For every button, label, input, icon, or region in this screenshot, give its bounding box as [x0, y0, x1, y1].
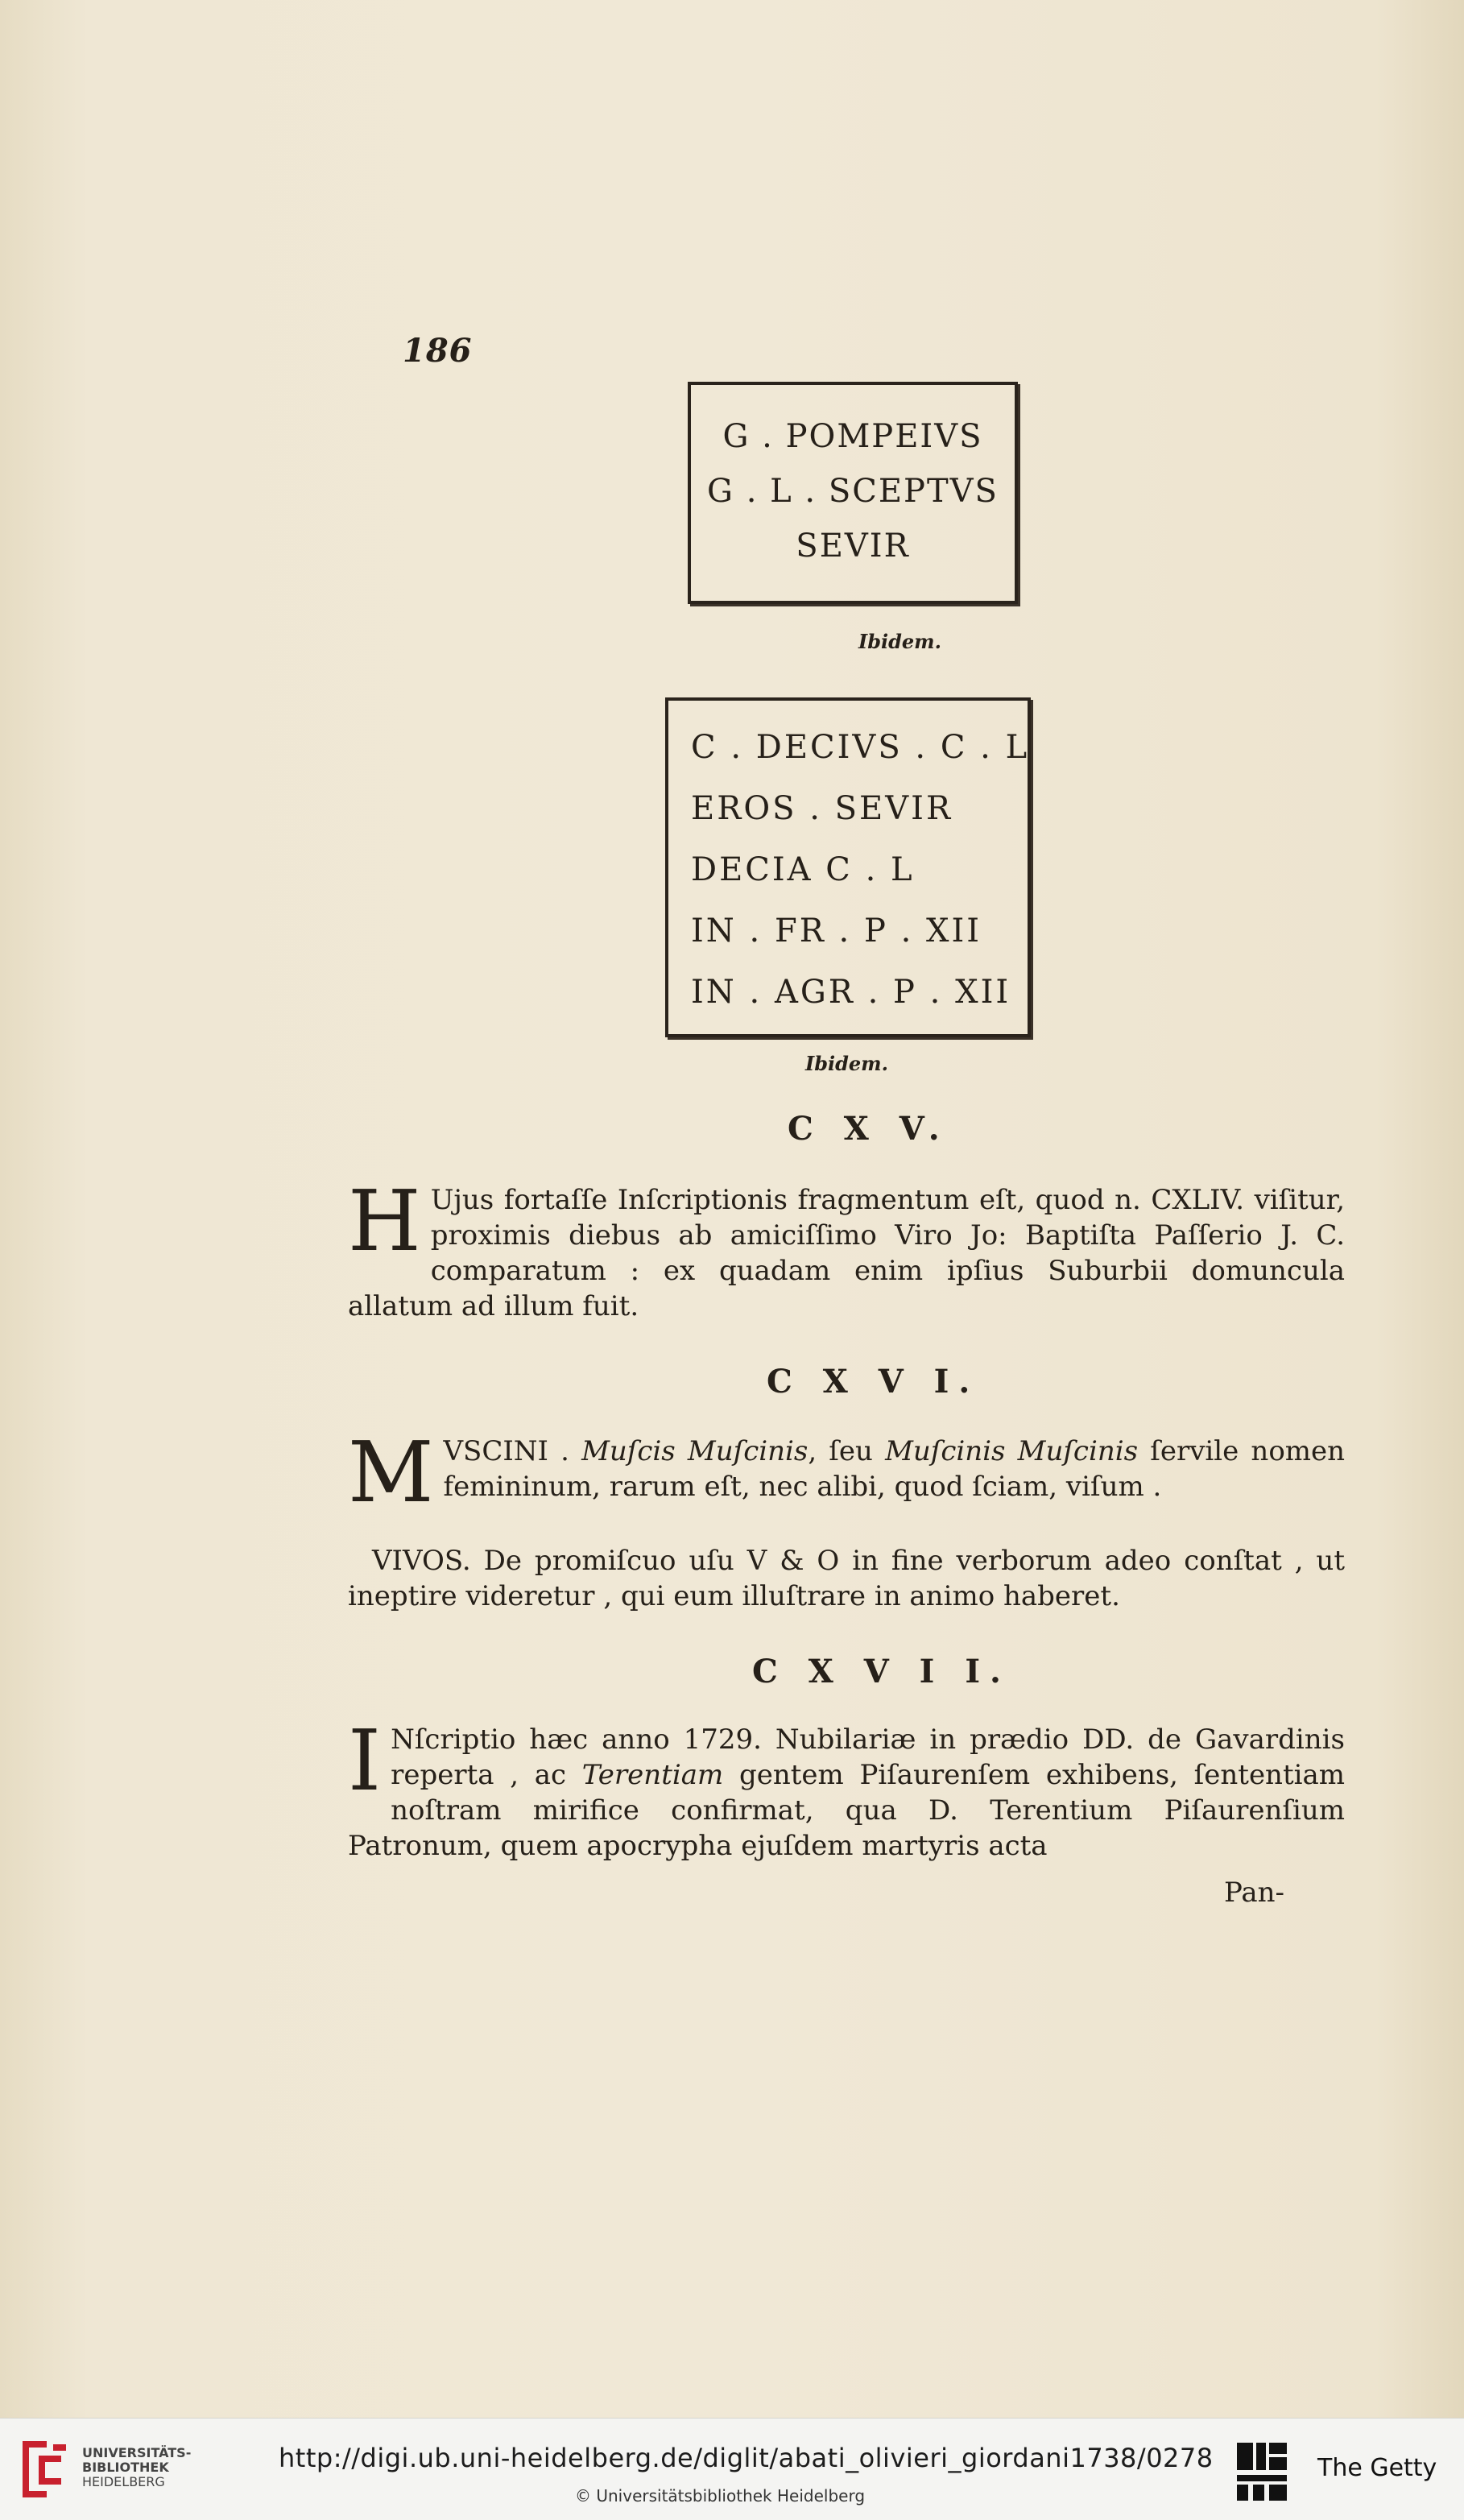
drop-cap: M	[348, 1423, 434, 1521]
ibidem-caption: Ibidem.	[858, 630, 941, 653]
library-line: HEIDELBERG	[82, 2474, 165, 2489]
inscription-line: IN . FR . P . XII	[691, 912, 982, 950]
library-line: BIBLIOTHEK	[82, 2460, 169, 2475]
paragraph-cxvii	[348, 1711, 1346, 1864]
inscription-line: SEVIR	[796, 528, 910, 565]
section-heading-cxv: C X V.	[788, 1110, 949, 1148]
inscription-line: C . DECIVS . C . L	[691, 729, 1030, 766]
inscription-box-pompeius	[688, 382, 1018, 604]
library-line: UNIVERSITÄTS-	[82, 2445, 192, 2460]
paragraph-text: gentem Piſaurenſem exhibens, ſententiam noſtram mirifice confirmat, qua D. Terentium Piſaurenſium Patronum, quem apocrypha ejuſdem martyris acta	[348, 1759, 1346, 1862]
paragraph-text: , ſeu	[808, 1435, 873, 1467]
inscription-box-decius	[665, 697, 1031, 1037]
copyright-notice: © Universitätsbibliothek Heidelberg	[575, 2486, 866, 2506]
inscription-line: G . L . SCEPTVS	[707, 473, 999, 510]
inscription-line: EROS . SEVIR	[691, 790, 953, 827]
italic-term: Muſcis Muſcinis	[581, 1435, 809, 1467]
university-library-logo-icon[interactable]	[14, 2433, 74, 2506]
paragraph-text: Nſcriptio hæc anno 1729. Nubilariæ in prædio DD. de Gavardinis reperta , ac	[391, 1723, 1345, 1791]
inscription-line: IN . AGR . P . XII	[691, 974, 1011, 1011]
inscription-line: DECIA C . L	[691, 851, 915, 888]
italic-term: Muſcinis Muſcinis	[885, 1435, 1139, 1467]
inscription-line: G . POMPEIVS	[722, 418, 983, 455]
paragraph-cxv	[348, 1172, 1345, 1324]
section-heading-cxvii: C X V I I.	[752, 1653, 1011, 1690]
university-library-name	[82, 2446, 191, 2489]
page-number: 186	[403, 332, 473, 370]
paragraph-cxvi	[348, 1423, 1346, 1521]
catchword: Pan-	[1224, 1877, 1285, 1909]
drop-cap: I	[348, 1711, 382, 1810]
paragraph-text: ſervile nomen femininum, rarum eſt, nec alibi, quod ſciam, viſum .	[443, 1435, 1346, 1503]
section-heading-cxvi: C X V I.	[767, 1363, 980, 1401]
ibidem-caption: Ibidem.	[805, 1052, 888, 1075]
getty-logo-icon[interactable]	[1232, 2438, 1292, 2506]
paragraph-vivos: VIVOS. De promiſcuo uſu V & O in fine verborum adeo conſtat , ut ineptire videretur , qui eum illuſtrare in animo haberet.	[348, 1545, 1345, 1612]
viewer-footer	[0, 2418, 1464, 2520]
paragraph-text: Ujus fortaſſe Inſcriptionis fragmentum eſt, quod n. CXLIV. viſitur, proximis diebus ab amiciſſimo Viro Jo: Baptiſta Paſſerio J. C. comparatum : ex quadam enim ipſius Suburbii domuncula allatum ad illum fuit.	[348, 1184, 1345, 1322]
drop-cap: H	[348, 1172, 421, 1270]
paragraph-text: VSCINI .	[443, 1435, 569, 1467]
getty-name: The Getty	[1317, 2454, 1437, 2482]
permalink-url[interactable]: http://digi.ub.uni-heidelberg.de/diglit/abati_olivieri_giordani1738/0278	[279, 2443, 1214, 2473]
italic-term: Terentiam	[581, 1759, 724, 1791]
